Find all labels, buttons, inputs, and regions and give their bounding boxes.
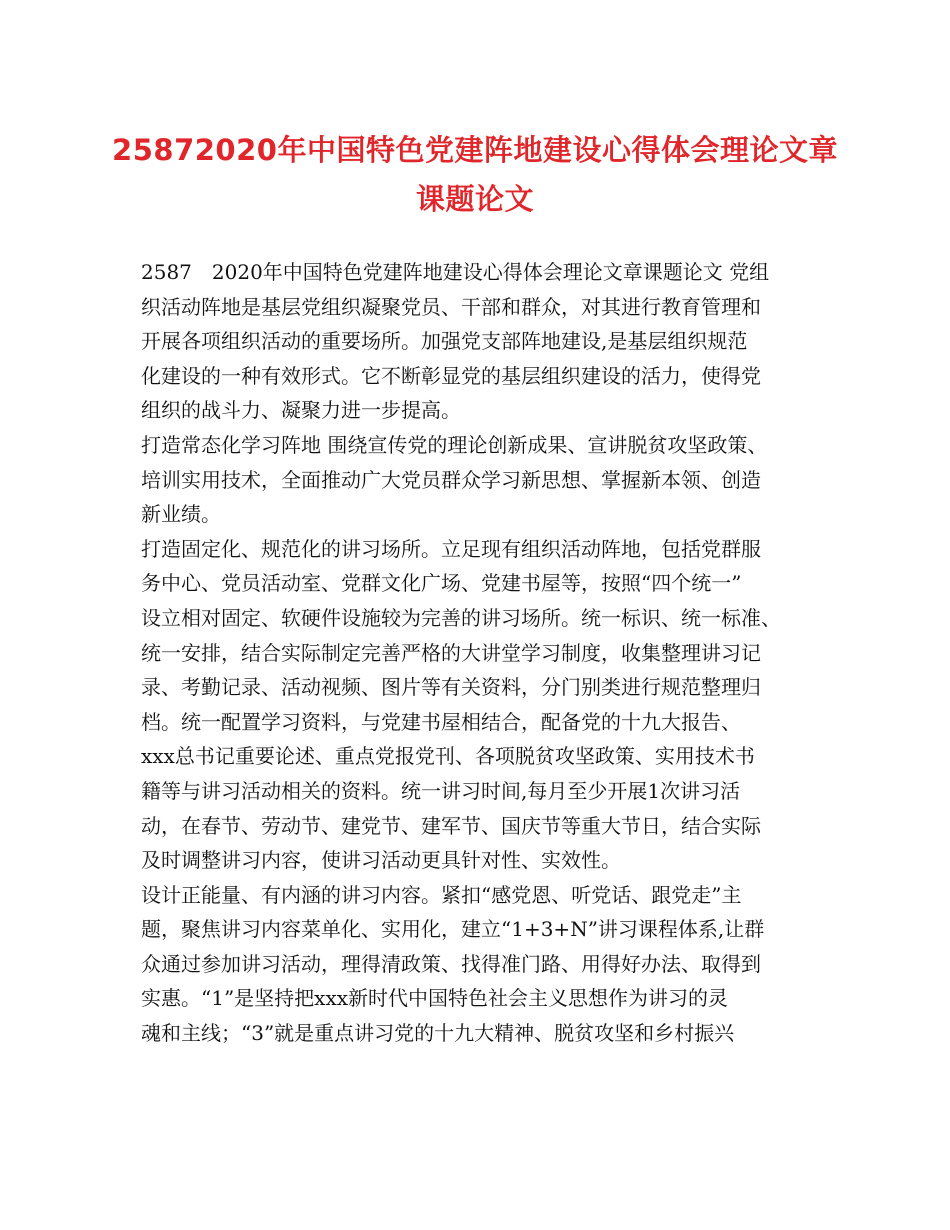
text-line-8: 新业绩。	[141, 502, 221, 527]
text-line-14: 档。统一配置学习资料，与党建书屋相结合，配备党的十九大报告、	[141, 709, 741, 734]
text-line-7: 培训实用技术，全面推动广大党员群众学习新思想、掌握新本领、创造	[141, 467, 761, 492]
document-title-line-2: 课题论文	[415, 182, 534, 216]
text-line-3: 开展各项组织活动的重要场所。加强党支部阵地建设,是基层组织规范	[141, 329, 748, 354]
text-line-19: 设计正能量、有内涵的讲习内容。紧扣“感党恩、听党话、跟党走”主	[141, 882, 742, 907]
document-title-line-1: 25872020年中国特色党建阵地建设心得体会理论文章	[112, 133, 838, 167]
text-line-15: xxx总书记重要论述、重点党报党刊、各项脱贫攻坚政策、实用技术书	[141, 744, 755, 769]
text-line-16: 籍等与讲习活动相关的资料。统一讲习时间,每月至少开展1次讲习活	[141, 778, 741, 803]
text-line-6: 打造常态化学习阵地 围绕宣传党的理论创新成果、宣讲脱贫攻坚政策、	[141, 432, 768, 457]
text-line-20: 题，聚焦讲习内容菜单化、实用化，建立“1+3+N”讲习课程体系,让群	[141, 917, 765, 942]
text-line-4: 化建设的一种有效形式。它不断彰显党的基层组织建设的活力，使得党	[141, 363, 761, 388]
document-body	[141, 255, 821, 1051]
text-line-1: 2587 2020年中国特色党建阵地建设心得体会理论文章课题论文 党组	[141, 260, 770, 284]
text-line-5: 组织的战斗力、凝聚力进一步提高。	[141, 398, 461, 423]
text-line-13: 录、考勤记录、活动视频、图片等有关资料，分门别类进行规范整理归	[141, 675, 761, 700]
text-line-22: 实惠。“1”是坚持把xxx新时代中国特色社会主义思想作为讲习的灵	[141, 986, 729, 1011]
text-line-21: 众通过参加讲习活动，理得清政策、找得准门路、用得好办法、取得到	[141, 951, 761, 976]
text-line-17: 动，在春节、劳动节、建党节、建军节、国庆节等重大节日，结合实际	[141, 813, 761, 838]
text-line-18: 及时调整讲习内容，使讲习活动更具针对性、实效性。	[141, 848, 621, 873]
text-line-9: 打造固定化、规范化的讲习场所。立足现有组织活动阵地，包括党群服	[141, 536, 761, 561]
text-line-11: 设立相对固定、软硬件设施较为完善的讲习场所。统一标识、统一标准、	[141, 605, 781, 630]
text-line-12: 统一安排，结合实际制定完善严格的大讲堂学习制度，收集整理讲习记	[141, 640, 761, 665]
text-line-23: 魂和主线；“3”就是重点讲习党的十九大精神、脱贫攻坚和乡村振兴	[141, 1021, 735, 1046]
text-line-10: 务中心、党员活动室、党群文化广场、党建书屋等，按照“四个统一”	[141, 571, 742, 596]
text-line-2: 织活动阵地是基层党组织凝聚党员、干部和群众，对其进行教育管理和	[141, 294, 761, 319]
